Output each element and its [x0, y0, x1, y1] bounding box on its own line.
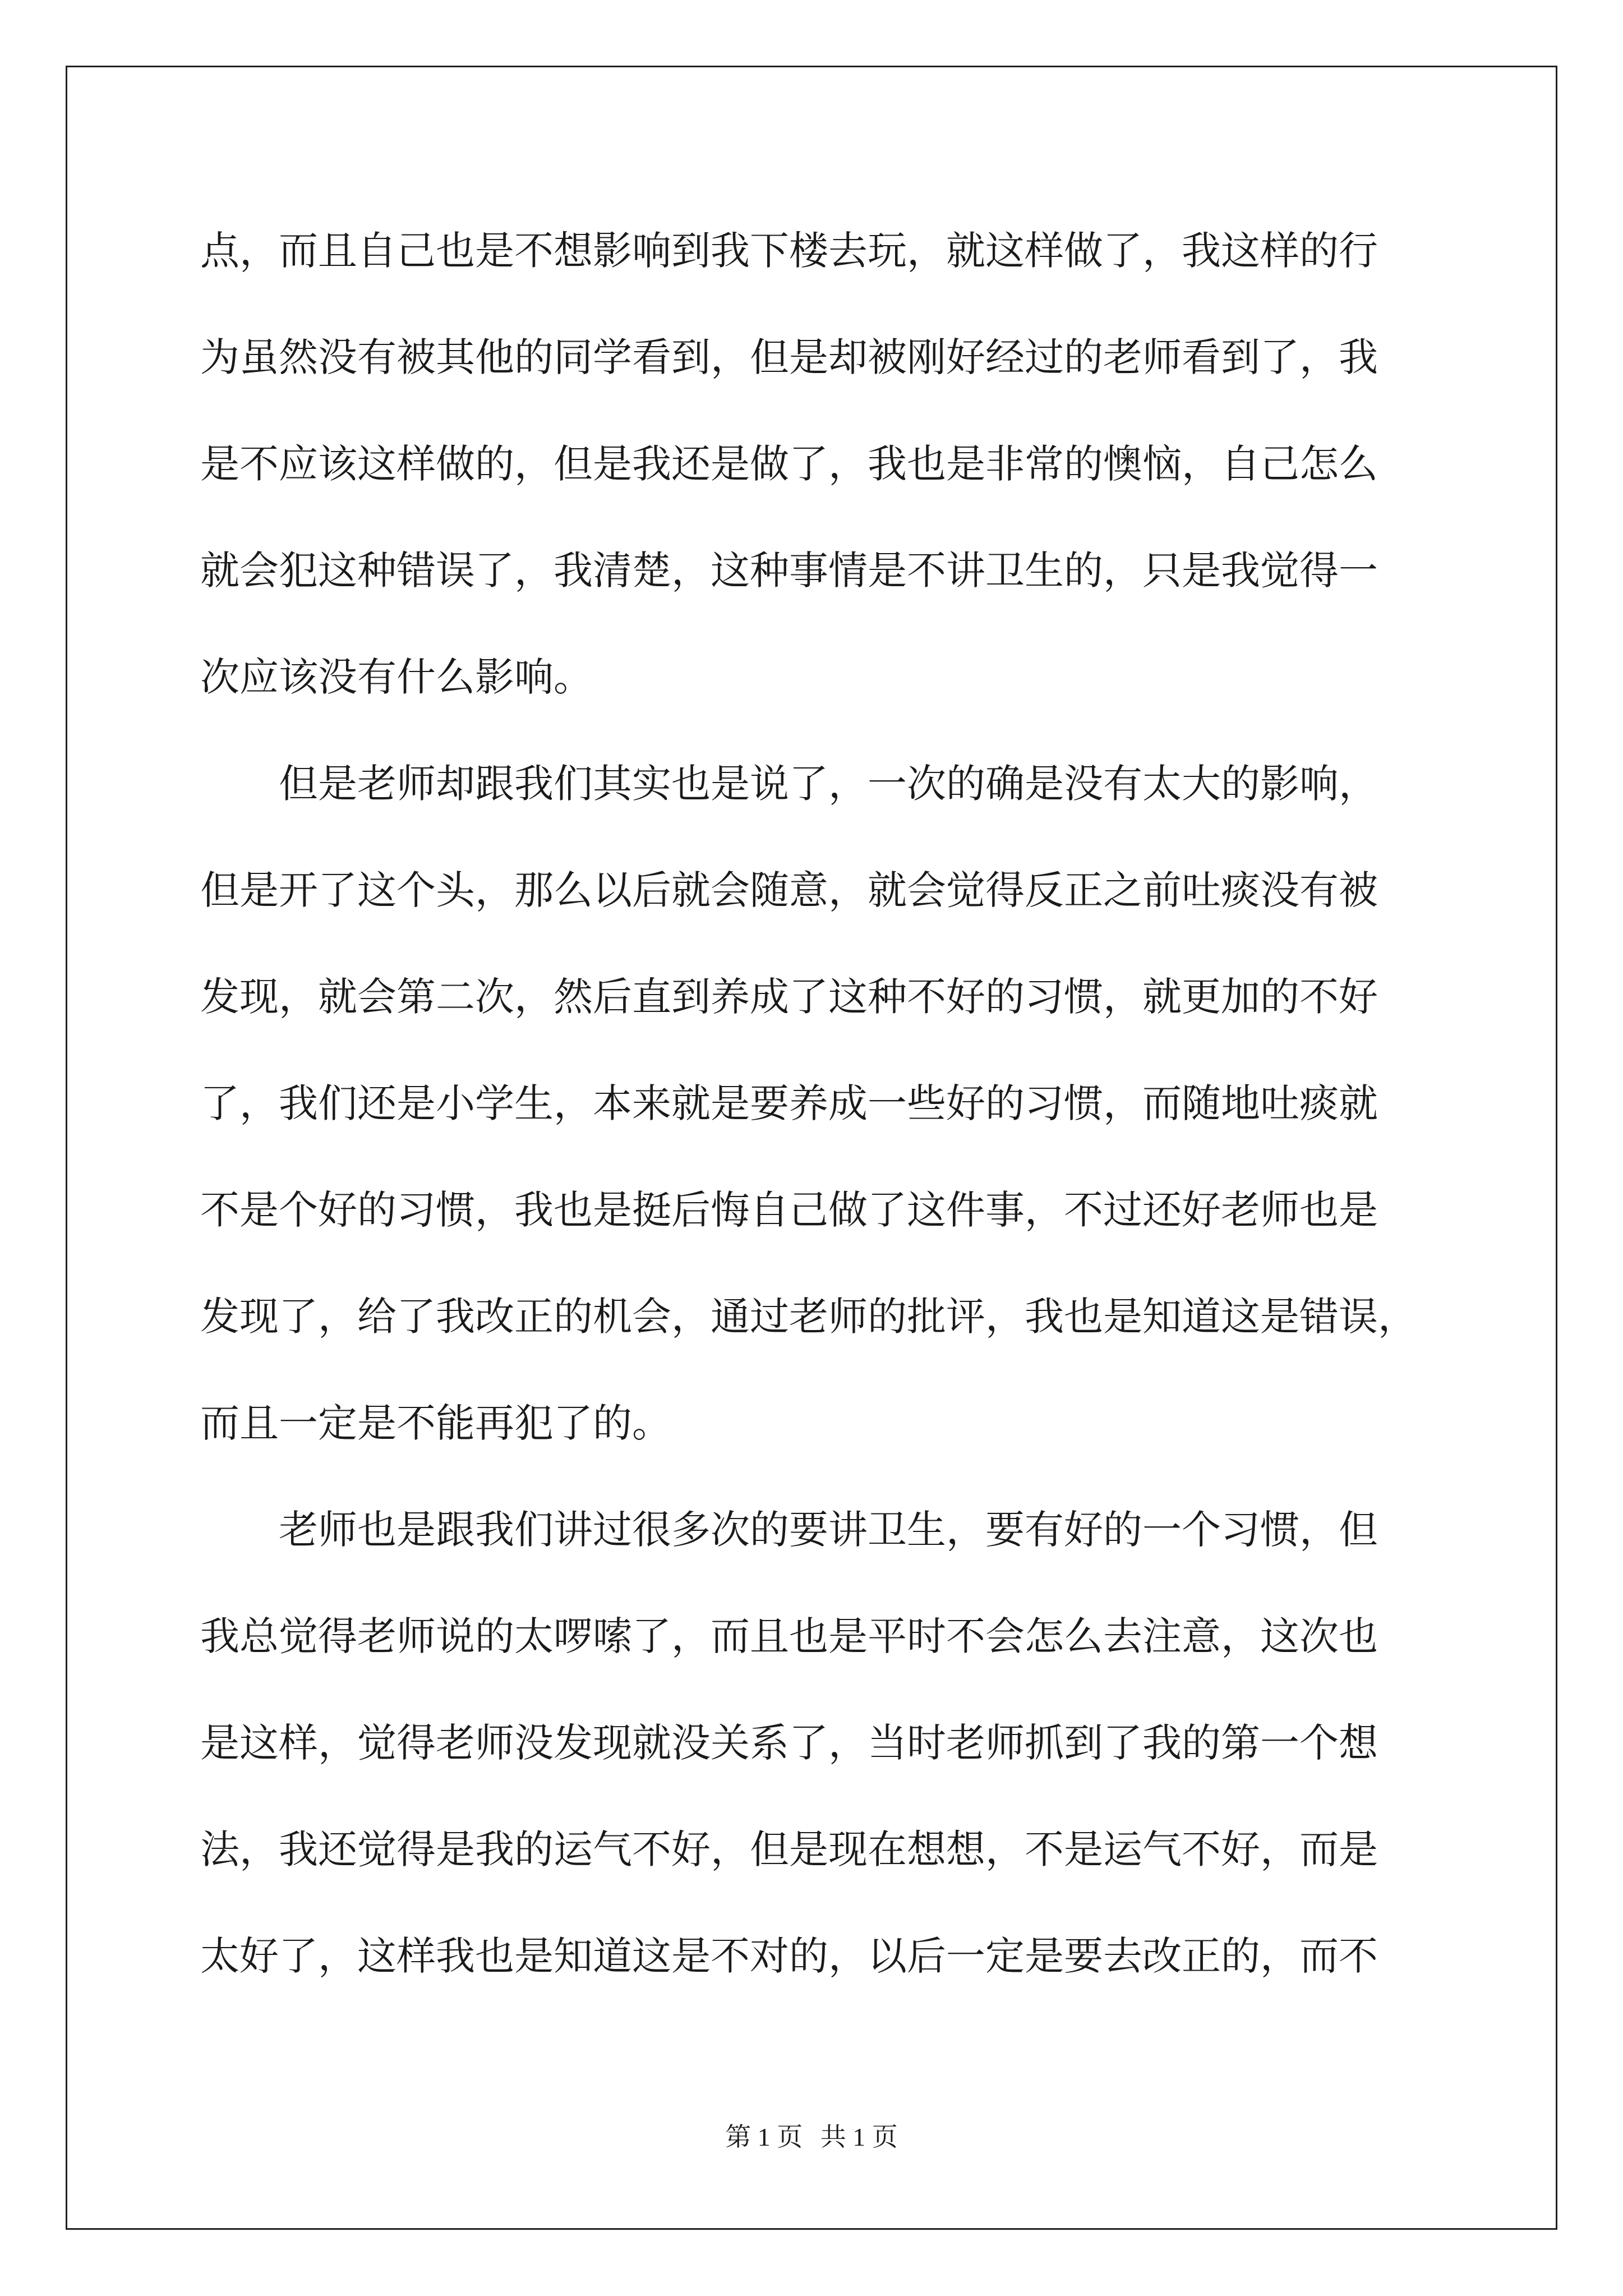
text-line: 是不应该这样做的，但是我还是做了，我也是非常的懊恼，自己怎么	[200, 441, 1378, 487]
page-number: 第 1 页	[725, 2123, 803, 2151]
text-line: 发现了，给了我改正的机会，通过老师的批评，我也是知道这是错误，	[200, 1294, 1417, 1340]
page-total: 共 1 页	[820, 2123, 898, 2151]
text-line: 法，我还觉得是我的运气不好，但是现在想想，不是运气不好，而是	[200, 1826, 1378, 1872]
text-line: 太好了，这样我也是知道这是不对的，以后一定是要去改正的，而不	[200, 1933, 1378, 1979]
text-line: 是这样，觉得老师没发现就没关系了，当时老师抓到了我的第一个想	[200, 1720, 1378, 1766]
text-line: 不是个好的习惯，我也是挺后悔自己做了这件事，不过还好老师也是	[200, 1187, 1378, 1233]
page-footer	[0, 2120, 1623, 2154]
text-line: 了，我们还是小学生，本来就是要养成一些好的习惯，而随地吐痰就	[200, 1080, 1378, 1126]
text-line: 但是老师却跟我们其实也是说了，一次的确是没有太大的影响，	[200, 761, 1378, 807]
text-line: 老师也是跟我们讲过很多次的要讲卫生，要有好的一个习惯，但	[200, 1507, 1378, 1553]
page-border	[66, 66, 1557, 2230]
text-line: 为虽然没有被其他的同学看到，但是却被刚好经过的老师看到了，我	[200, 334, 1378, 380]
text-line: 点，而且自己也是不想影响到我下楼去玩，就这样做了，我这样的行	[200, 228, 1378, 274]
text-line: 次应该没有什么影响。	[200, 654, 593, 700]
text-line: 发现，就会第二次，然后直到养成了这种不好的习惯，就更加的不好	[200, 974, 1378, 1020]
text-line: 但是开了这个头，那么以后就会随意，就会觉得反正之前吐痰没有被	[200, 867, 1378, 913]
text-line: 就会犯这种错误了，我清楚，这种事情是不讲卫生的，只是我觉得一	[200, 547, 1378, 593]
text-line: 而且一定是不能再犯了的。	[200, 1400, 671, 1446]
text-line: 我总觉得老师说的太啰嗦了，而且也是平时不会怎么去注意，这次也	[200, 1613, 1378, 1659]
